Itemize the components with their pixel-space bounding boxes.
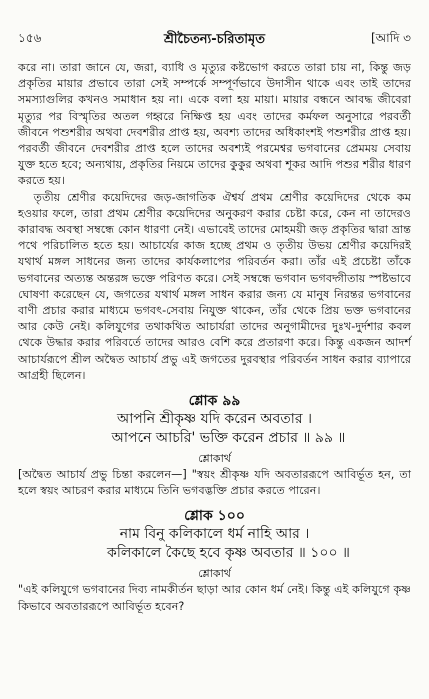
page-body [18,60,411,615]
verse-99-translation-label: শ্লোকার্থ [198,452,231,466]
section-label: [আদি ৩ [370,31,411,45]
verse-100-line-1: নাম বিনু কলিকালে ধর্ম নাহি আর । [119,526,310,543]
page-number: ১৫৬ [18,31,42,45]
verse-100-label: শ্লোক ১০০ [184,508,245,525]
verse-100-line-2: কলিকালে কৈছে হবে কৃষ্ণ অবতার ॥ ১০০ ॥ [107,545,350,562]
page-header [18,30,411,50]
verse-99-line-1: আপনি শ্রীকৃষ্ণ যদি করেন অবতার । [116,411,313,428]
verse-99-line-2: আপনে আচরি' ভক্তি করেন প্রচার ॥ ৯৯ ॥ [111,430,346,447]
book-title: শ্রীচৈতন্য-চরিতামৃত [163,32,266,47]
verse-100-translation-label: শ্লোকার্থ [198,567,231,581]
verse-100-translation: "এই কলিযুগে ভগবানের দিব্য নামকীর্তন ছাড়া আর কোন ধর্ম নেই। কিন্তু এই কলিযুগে কৃষ্ণ কিভাবে অবতাররূপে আবির্ভূত হবেন? [18,583,411,613]
purport-paragraph-2: তৃতীয় শ্রেণীর কয়েদিদের জড়-জাগতিক ঐশ্বর্য প্রথম শ্রেণীর কয়েদিদের থেকে কম হওয়ার ফলে, তারা প্রথম শ্রেণীর কয়েদিদের অনুকরণ করার চেষ্টা করে, কেন না তাদেরও কারাবদ্ধ অবস্থা সম্বন্ধে কোন ধারণা নেই। এভাবেই তাদের মোহময়ী জড় প্রকৃতির দ্বারা ভ্রান্ত পথে পরিচালিত হতে হয়। আচার্যের কাজ হচ্ছে প্রথম ও তৃতীয় উভয় শ্রেণীর কয়েদিরই যথার্থ মঙ্গল সাধনের জন্য তাদের কার্যকলাপের পরিবর্তন করা। তাঁর এই প্রচেষ্টা তাঁকে ভগবানের অত্যন্ত অন্তরঙ্গ ভক্তে পরিণত করে। সেই সম্বন্ধে ভগবান ভগবদ্গীতায় স্পষ্টভাবে ঘোষণা করেছেন যে, জগতের যথার্থ মঙ্গল সাধন করার জন্য যে মানুষ নিরন্তর ভগবানের বাণী প্রচার করার মাধ্যমে ভগবৎ-সেবায় নিযুক্ত থাকেন, তাঁর থেকে প্রিয় ভক্ত ভগবানের আর কেউ নেই। কলিযুগের তথাকথিত আচার্যরা তাদের অনুগামীদের দুঃখ-দুর্দশার কবল থেকে উদ্ধার করার পরিবর্তে তাদের আরও বেশি করে প্রতারণা করে। কিন্তু একজন আদর্শ আচার্যরূপে শ্রীল অদ্বৈত আচার্য প্রভু এই জগতের দুরবস্থার পরিবর্তন সাধন করার ব্যাপারে আগ্রহী ছিলেন। [18,190,411,382]
verse-99-translation: [অদ্বৈত আচার্য প্রভু চিন্তা করলেন—] "স্বয়ং শ্রীকৃষ্ণ যদি অবতাররূপে আবির্ভূত হন, তা হলে স্বয়ং আচরণ করার মাধ্যমে তিনি ভগবদ্ভক্তি প্রচার করতে পারেন। [18,468,411,498]
verse-99-label: শ্লোক ৯৯ [188,393,241,410]
purport-paragraph-1: করে না। তারা জানে যে, জরা, ব্যাধি ও মৃত্যুর কষ্টভোগ করতে তারা চায় না, কিন্তু জড় প্রকৃতির মায়ার প্রভাবে তারা সেই সম্পর্কে সম্পূর্ণভাবে উদাসীন থাকে এবং তাই তাদের সমস্যাগুলির কখনও সমাধান হয় না। একে বলা হয় মায়া। মায়ার বন্ধনে আবদ্ধ জীবেরা মৃত্যুর পর বিস্মৃতির অতল গহ্বরে নিক্ষিপ্ত হয় এবং তাদের কর্মফল অনুসারে পরবর্তী জীবনে পশুশরীর অথবা দেবশরীর প্রাপ্ত হয়, অবশ্য তাদের অধিকাংশই পশুশরীর প্রাপ্ত হয়। পরবর্তী জীবনে দেবশরীর প্রাপ্ত হলে তাদের অবশ্যই পরমেশ্বর ভগবানের প্রেমময় সেবায় যুক্ত হতে হবে; অন্যথায়, প্রকৃতির নিয়মে তাদের কুকুর অথবা শূকর আদি পশুর শরীর ধারণ করতে হয়। [18,61,411,188]
